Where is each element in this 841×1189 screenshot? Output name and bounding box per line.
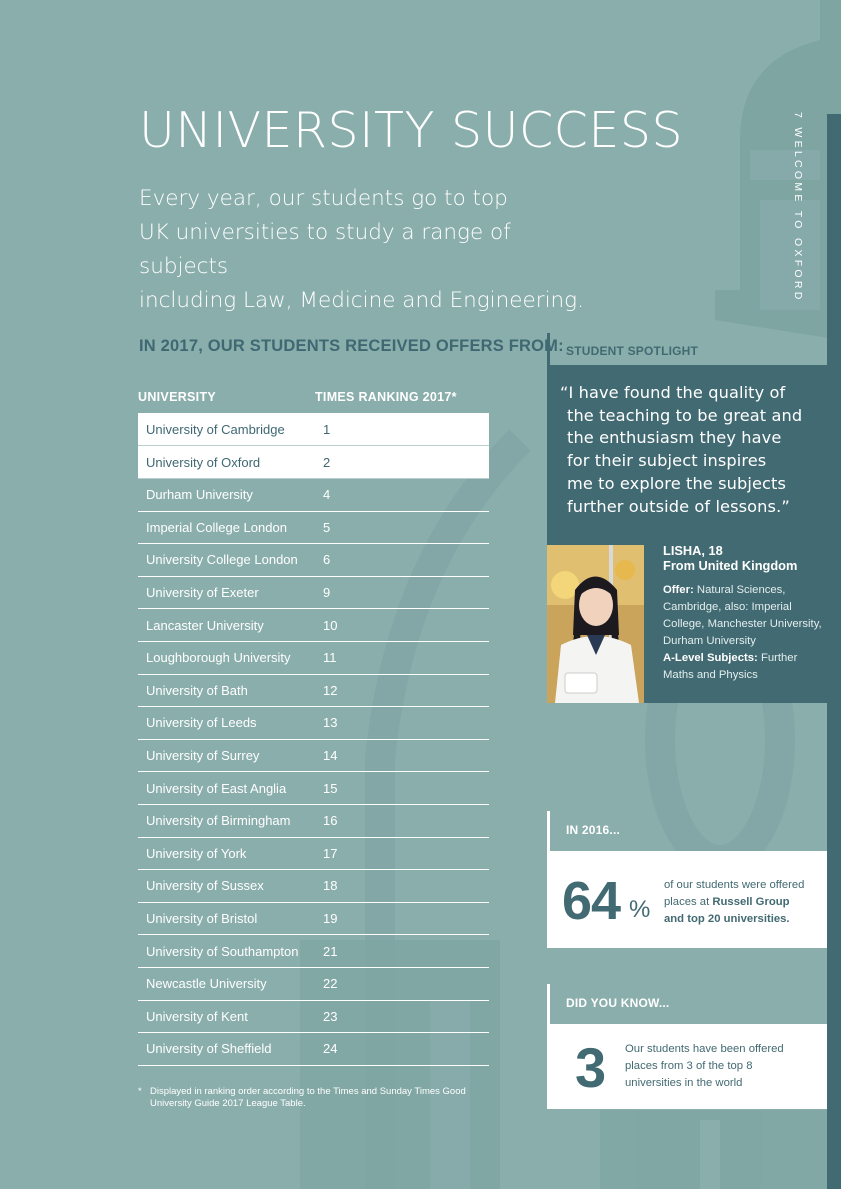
times-ranking: 10 <box>323 617 338 633</box>
times-ranking: 9 <box>323 585 331 601</box>
stat-3-box <box>547 1024 827 1109</box>
table-row <box>138 707 489 740</box>
subjects-text: Further Maths and Physics <box>663 652 798 681</box>
table-row <box>138 1033 489 1066</box>
university-name: University of Bristol <box>146 911 258 927</box>
times-ranking: 17 <box>323 845 338 861</box>
times-ranking: 22 <box>323 976 338 992</box>
student-spotlight-label: STUDENT SPOTLIGHT <box>566 344 699 358</box>
table-row <box>138 642 489 675</box>
page-title: UNIVERSITY SUCCESS <box>139 102 684 159</box>
quote-line: me to explore the subjects <box>567 473 787 493</box>
times-ranking: 24 <box>323 1041 338 1057</box>
table-row <box>138 446 489 479</box>
times-ranking: 21 <box>323 943 338 959</box>
university-name: Durham University <box>146 487 253 503</box>
student-origin: From United Kingdom <box>663 558 798 573</box>
did-you-know-tab <box>547 984 827 1024</box>
table-row <box>138 1001 489 1034</box>
university-name: Loughborough University <box>146 650 291 666</box>
table-row <box>138 935 489 968</box>
student-offer <box>663 582 823 684</box>
offers-heading: IN 2017, OUR STUDENTS RECEIVED OFFERS FROM: <box>139 337 564 355</box>
times-ranking: 19 <box>323 911 338 927</box>
university-name: University of Sussex <box>146 878 264 894</box>
table-row <box>138 772 489 805</box>
times-ranking: 18 <box>323 878 338 894</box>
stat-64-unit: % <box>629 896 651 923</box>
student-name: LISHA, 18 <box>663 543 723 558</box>
table-row <box>138 740 489 773</box>
quote-line: further outside of lessons.” <box>567 496 790 516</box>
offer-label: Offer: <box>663 584 694 596</box>
times-ranking: 11 <box>323 650 337 666</box>
quote-line: “I have found the quality of <box>560 383 786 402</box>
times-ranking: 15 <box>323 780 338 796</box>
university-name: University of Birmingham <box>146 813 291 829</box>
table-row <box>138 577 489 610</box>
student-photo <box>547 545 644 703</box>
times-ranking: 13 <box>323 715 338 731</box>
university-name: University of Kent <box>146 1008 248 1024</box>
times-ranking: 16 <box>323 813 338 829</box>
page-subtitle <box>139 182 599 318</box>
stat-64-number: 64 <box>562 871 621 931</box>
subtitle-line: Every year, our students go to top <box>139 186 508 211</box>
table-row <box>138 870 489 903</box>
university-name: University of Exeter <box>146 585 259 601</box>
table-row <box>138 675 489 708</box>
university-name: University of Southampton <box>146 943 299 959</box>
table-row <box>138 609 489 642</box>
times-ranking: 14 <box>323 748 338 764</box>
times-ranking: 4 <box>323 487 331 503</box>
university-name: University of York <box>146 845 247 861</box>
university-name: University of East Anglia <box>146 780 287 796</box>
stat-3-number: 3 <box>575 1036 607 1099</box>
page-side-label: 7 WELCOME TO OXFORD <box>792 112 804 303</box>
quote-line: the teaching to be great and <box>567 405 803 425</box>
times-ranking: 23 <box>323 1008 338 1024</box>
times-ranking: 6 <box>323 552 331 568</box>
university-name: Newcastle University <box>146 976 267 992</box>
in-2016-label: IN 2016... <box>566 823 621 837</box>
stat-64-text <box>664 877 809 928</box>
ranking-table <box>138 413 489 1066</box>
table-row <box>138 903 489 936</box>
table-row <box>138 479 489 512</box>
quote-line: the enthusiasm they have <box>567 428 782 448</box>
offer-text: Natural Sciences, Cambridge, also: Imperial College, Manchester University, Durham University <box>663 584 822 647</box>
subtitle-line: UK universities to study a range of subjects <box>139 220 511 279</box>
column-header-university: UNIVERSITY <box>138 390 217 404</box>
table-row <box>138 544 489 577</box>
stat-64-box <box>547 851 827 948</box>
student-bio <box>663 543 823 684</box>
table-row <box>138 512 489 545</box>
stat-64-text-bold: Russell Group and top 20 universities. <box>664 896 790 925</box>
right-edge-bar <box>827 114 841 1189</box>
spotlight-quote <box>560 382 825 518</box>
university-name: University of Sheffield <box>146 1041 272 1057</box>
did-you-know-label: DID YOU KNOW... <box>566 996 670 1010</box>
table-row <box>138 838 489 871</box>
subtitle-line: including Law, Medicine and Engineering. <box>139 288 584 313</box>
university-name: University of Leeds <box>146 715 257 731</box>
student-spotlight-panel <box>547 365 827 703</box>
university-name: University of Bath <box>146 682 248 698</box>
table-row <box>138 413 489 446</box>
stat-64-text-plain: of our students were offered places at <box>664 879 805 908</box>
stat-3-text: Our students have been offered places from 3 of the top 8 universities in the world <box>625 1043 784 1089</box>
footnote-text: Displayed in ranking order according to the Times and Sunday Times Good University Guide 2017 League Table. <box>150 1086 466 1109</box>
table-row <box>138 968 489 1001</box>
university-name: Imperial College London <box>146 519 287 535</box>
university-name: Lancaster University <box>146 617 264 633</box>
times-ranking: 5 <box>323 519 331 535</box>
column-header-ranking: TIMES RANKING 2017* <box>315 390 457 404</box>
quote-line: for their subject inspires <box>567 451 767 471</box>
university-name: University College London <box>146 552 298 568</box>
table-row <box>138 805 489 838</box>
footnote <box>138 1086 468 1110</box>
times-ranking: 2 <box>323 454 331 470</box>
subjects-label: A-Level Subjects: <box>663 652 758 664</box>
student-spotlight-tab <box>547 333 827 365</box>
university-name: University of Cambridge <box>146 421 285 437</box>
times-ranking: 1 <box>323 421 331 437</box>
university-name: University of Surrey <box>146 748 260 764</box>
times-ranking: 12 <box>323 682 338 698</box>
in-2016-tab <box>547 811 827 851</box>
university-name: University of Oxford <box>146 454 261 470</box>
footnote-star: * <box>138 1086 142 1097</box>
